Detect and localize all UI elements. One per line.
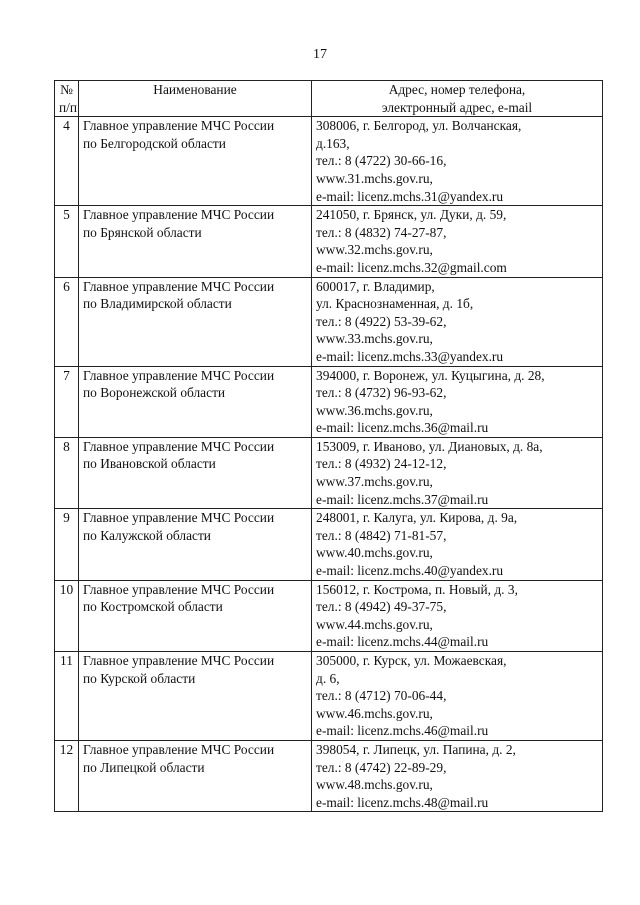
contact-details-line: 394000, г. Воронеж, ул. Куцыгина, д. 28, <box>316 367 545 383</box>
contact-details-line: тел.: 8 (4732) 96-93-62, <box>316 385 447 401</box>
contact-details <box>312 437 603 508</box>
table-body <box>55 117 603 812</box>
organization-name-line: по Курской области <box>83 670 196 686</box>
contact-details-line: 308006, г. Белгород, ул. Волчанская, <box>316 118 522 134</box>
organization-name-line: Главное управление МЧС России <box>83 438 275 454</box>
table-row <box>55 277 603 366</box>
organization-name <box>79 580 312 651</box>
contact-details-line: e-mail: licenz.mchs.46@mail.ru <box>316 723 489 739</box>
contact-details <box>312 206 603 277</box>
organization-name <box>79 509 312 580</box>
row-number: 9 <box>55 509 79 580</box>
contact-details-line: 305000, г. Курск, ул. Можаевская, <box>316 653 507 668</box>
contact-details <box>312 740 603 811</box>
header-num-line: № <box>60 82 73 97</box>
organization-name-line: по Липецкой области <box>83 759 205 775</box>
organization-name-line: по Воронежской области <box>83 385 226 401</box>
contact-details-line: www.36.mchs.gov.ru, <box>316 402 433 418</box>
header-address <box>312 81 603 117</box>
contact-details-line: e-mail: licenz.mchs.48@mail.ru <box>316 794 489 810</box>
contact-details-line: www.31.mchs.gov.ru, <box>316 170 433 186</box>
contact-details-line: www.46.mchs.gov.ru, <box>316 705 433 721</box>
table-row <box>55 437 603 508</box>
contact-details <box>312 580 603 651</box>
organization-name-line: по Брянской области <box>83 224 202 240</box>
contact-details-line: e-mail: licenz.mchs.44@mail.ru <box>316 634 489 650</box>
organization-name <box>79 740 312 811</box>
header-row <box>55 81 603 117</box>
contact-details-line: 600017, г. Владимир, <box>316 278 435 294</box>
contact-details-line: e-mail: licenz.mchs.31@yandex.ru <box>316 188 504 204</box>
contact-details-line: e-mail: licenz.mchs.33@yandex.ru <box>316 348 504 364</box>
header-name <box>79 81 312 117</box>
organization-name-line: по Костромской области <box>83 599 223 615</box>
organization-name-line: Главное управление МЧС России <box>83 653 275 668</box>
organization-name-line: по Белгородской области <box>83 135 226 151</box>
contact-details <box>312 277 603 366</box>
contact-details-line: www.40.mchs.gov.ru, <box>316 545 433 561</box>
contact-details-line: e-mail: licenz.mchs.40@yandex.ru <box>316 563 504 579</box>
contact-details <box>312 366 603 437</box>
contact-details-line: e-mail: licenz.mchs.37@mail.ru <box>316 491 489 507</box>
table-header <box>55 81 603 117</box>
row-number: 12 <box>55 740 79 811</box>
table-row <box>55 366 603 437</box>
contact-details-line: тел.: 8 (4742) 22-89-29, <box>316 759 447 775</box>
contact-details-line: тел.: 8 (4832) 74-27-87, <box>316 224 447 240</box>
contact-details-line: тел.: 8 (4712) 70-06-44, <box>316 688 447 704</box>
contact-details-line: www.37.mchs.gov.ru, <box>316 474 433 490</box>
header-name-line: Наименование <box>153 82 237 97</box>
header-address-line: электронный адрес, e-mail <box>381 99 533 115</box>
table-row <box>55 206 603 277</box>
contact-details-line: www.44.mchs.gov.ru, <box>316 616 433 632</box>
contact-details-line: www.48.mchs.gov.ru, <box>316 777 433 793</box>
contact-details-line: 156012, г. Кострома, п. Новый, д. 3, <box>316 581 518 597</box>
row-number: 6 <box>55 277 79 366</box>
contact-details <box>312 652 603 741</box>
organization-name <box>79 206 312 277</box>
contact-details <box>312 509 603 580</box>
contact-details-line: 241050, г. Брянск, ул. Дуки, д. 59, <box>316 207 507 223</box>
organization-name-line: по Владимирской области <box>83 296 232 312</box>
contact-details-line: e-mail: licenz.mchs.36@mail.ru <box>316 420 489 436</box>
organization-name <box>79 117 312 206</box>
organization-name-line: по Ивановской области <box>83 456 216 472</box>
contact-details-line: тел.: 8 (4722) 30-66-16, <box>316 153 447 169</box>
contact-details-line: тел.: 8 (4922) 53-39-62, <box>316 313 447 329</box>
table-row <box>55 580 603 651</box>
row-number: 7 <box>55 366 79 437</box>
table-row <box>55 740 603 811</box>
contact-details-line: 398054, г. Липецк, ул. Папина, д. 2, <box>316 741 516 757</box>
organization-name <box>79 277 312 366</box>
organization-name <box>79 437 312 508</box>
row-number: 4 <box>55 117 79 206</box>
organization-name-line: Главное управление МЧС России <box>83 741 275 757</box>
contact-details-line: тел.: 8 (4942) 49-37-75, <box>316 599 447 615</box>
header-num-line: п/п <box>59 99 78 115</box>
organization-name-line: Главное управление МЧС России <box>83 581 275 597</box>
organization-name-line: Главное управление МЧС России <box>83 207 275 223</box>
organization-name-line: Главное управление МЧС России <box>83 510 275 526</box>
contact-details-line: ул. Краснознаменная, д. 1б, <box>316 296 474 312</box>
registry-table <box>54 80 603 812</box>
organization-name-line: по Калужской области <box>83 527 211 543</box>
organization-name <box>79 652 312 741</box>
contact-details <box>312 117 603 206</box>
contact-details-line: www.32.mchs.gov.ru, <box>316 242 433 258</box>
row-number: 11 <box>55 652 79 741</box>
row-number: 8 <box>55 437 79 508</box>
row-number: 10 <box>55 580 79 651</box>
organization-name <box>79 366 312 437</box>
organization-name-line: Главное управление МЧС России <box>83 367 275 383</box>
organization-name-line: Главное управление МЧС России <box>83 278 275 294</box>
row-number: 5 <box>55 206 79 277</box>
page-number: 17 <box>313 47 327 62</box>
contact-details-line: д.163, <box>316 135 350 151</box>
header-num <box>55 81 79 117</box>
contact-details-line: 153009, г. Иваново, ул. Диановых, д. 8а, <box>316 438 543 454</box>
organization-name-line: Главное управление МЧС России <box>83 118 275 134</box>
header-address-line: Адрес, номер телефона, <box>388 82 526 97</box>
contact-details-line: тел.: 8 (4842) 71-81-57, <box>316 527 447 543</box>
table-row <box>55 117 603 206</box>
contact-details-line: e-mail: licenz.mchs.32@gmail.com <box>316 259 507 275</box>
table-row <box>55 652 603 741</box>
table-row <box>55 509 603 580</box>
contact-details-line: 248001, г. Калуга, ул. Кирова, д. 9а, <box>316 510 518 526</box>
contact-details-line: www.33.mchs.gov.ru, <box>316 331 433 347</box>
contact-details-line: тел.: 8 (4932) 24-12-12, <box>316 456 447 472</box>
contact-details-line: д. 6, <box>316 670 340 686</box>
